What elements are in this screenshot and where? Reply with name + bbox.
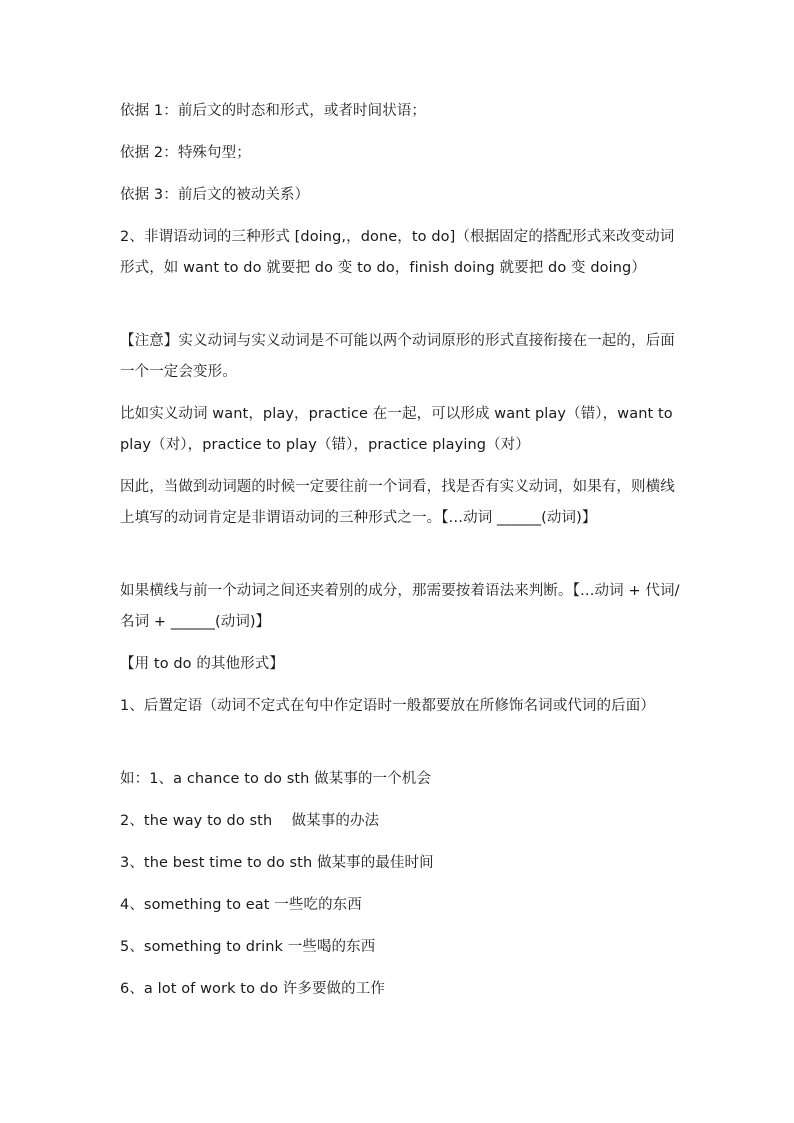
list-item: 4、something to eat 一些吃的东西 [120,897,362,913]
basis-2-line: 依据 2：特殊句型； [120,145,251,161]
basis-3-line: 依据 3：前后文的被动关系） [120,187,310,203]
list-item: 6、a lot of work to do 许多要做的工作 [120,981,385,997]
intervening-paragraph: 如果横线与前一个动词之间还夹着别的成分，那需要按着语法来判断。【…动词 + 代词/名词 + ______(动词)】 [120,583,680,630]
list-item: 3、the best time to do sth 做某事的最佳时间 [120,855,434,871]
list-item: 2、the way to do sth 做某事的办法 [120,813,380,829]
therefore-paragraph: 因此，当做到动词题的时候一定要往前一个词看，找是否有实义动词，如果有，则横线上填写的动词肯定是非谓语动词的三种形式之一。【…动词 ______(动词)】 [120,479,675,526]
basis-1-line: 依据 1：前后文的时态和形式，或者时间状语； [120,103,427,119]
list-item: 如：1、a chance to do sth 做某事的一个机会 [120,771,431,787]
nonfinite-forms-paragraph: 2、非谓语动词的三种形式 [doing,，done，to do]（根据固定的搭配形式来改变动词形式，如 want to do 就要把 do 变 to do，finish doing 就要把 do 变 doing） [120,229,675,276]
to-do-section-heading: 【用 to do 的其他形式】 [120,656,284,672]
postpositive-attribute-paragraph: 1、后置定语（动词不定式在句中作定语时一般都要放在所修饰名词或代词的后面） [120,698,655,714]
note-paragraph: 【注意】实义动词与实义动词是不可能以两个动词原形的形式直接衔接在一起的，后面一个一定会变形。 [120,333,675,380]
list-item: 5、something to drink 一些喝的东西 [120,939,376,955]
example-paragraph: 比如实义动词 want，play，practice 在一起，可以形成 want play（错），want to play（对），practice to play（错），practice playing（对） [120,406,673,453]
